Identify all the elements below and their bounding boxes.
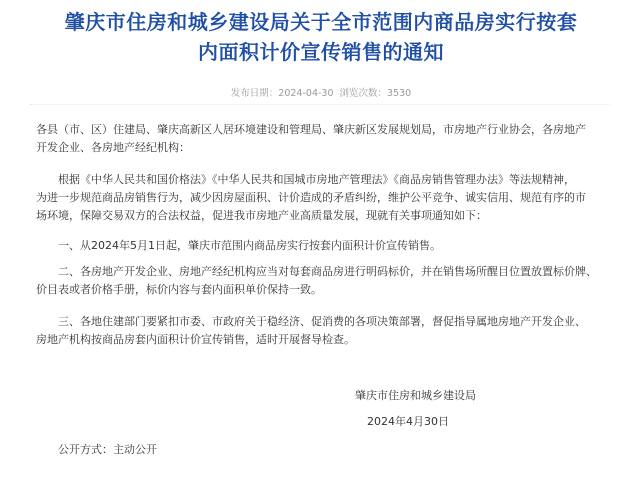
addressee-line: 各县（市、区）住建局、肇庆高新区人居环境建设和管理局、肇庆新区发展规划局，市房地产行业协会，各房地产 — [36, 123, 586, 136]
page-title-line-2: 内面积计价宣传销售的通知 — [198, 40, 444, 64]
publish-date: 发布日期：2024-04-30 — [230, 88, 334, 99]
disclosure-method: 公开方式：主动公开 — [58, 443, 157, 456]
item-2-paragraph — [36, 263, 614, 299]
intro-line: 场环境，保障交易双方的合法权益，促进我市房地产业高质量发展，现就有关事项通知如下： — [36, 209, 487, 222]
signature-org: 肇庆市住房和城乡建设局 — [355, 389, 476, 402]
item-1-line: 一、从2024年5月1日起，肇庆市范围内商品房实行按套内面积计价宣传销售。 — [58, 239, 441, 252]
addressee-line: 开发企业、各房地产经纪机构： — [36, 141, 190, 154]
item-3-paragraph — [36, 313, 614, 349]
intro-paragraph — [36, 171, 614, 225]
article-meta — [0, 85, 642, 99]
signature-date: 2024年4月30日 — [367, 415, 449, 428]
title-divider — [30, 104, 610, 105]
item-3-line: 房地产机构按商品房套内面积计价宣传销售，适时开展督导检查。 — [36, 333, 355, 346]
intro-line: 为进一步规范商品房销售行为，减少因房屋面积、计价造成的矛盾纠纷，维护公平竞争、诚实信用、规范有序的市 — [36, 191, 586, 204]
intro-line: 根据《中华人民共和国价格法》《中华人民共和国城市房地产管理法》《商品房销售管理办法》等法规精神， — [58, 173, 575, 186]
item-2-line: 二、各房地产开发企业、房地产经纪机构应当对每套商品房进行明码标价，并在销售场所醒目位置放置标价牌、 — [58, 265, 597, 278]
item-1-paragraph — [36, 237, 614, 255]
view-count: 浏览次数：3530 — [339, 88, 412, 99]
item-2-line: 价目表或者价格手册，标价内容与套内面积单价保持一致。 — [36, 283, 322, 296]
page-title-line-1: 肇庆市住房和城乡建设局关于全市范围内商品房实行按套 — [64, 10, 578, 34]
item-3-line: 三、各地住建部门要紧扣市委、市政府关于稳经济、促消费的各项决策部署，督促指导属地房地产开发企业、 — [58, 315, 586, 328]
addressee-paragraph — [36, 121, 614, 157]
